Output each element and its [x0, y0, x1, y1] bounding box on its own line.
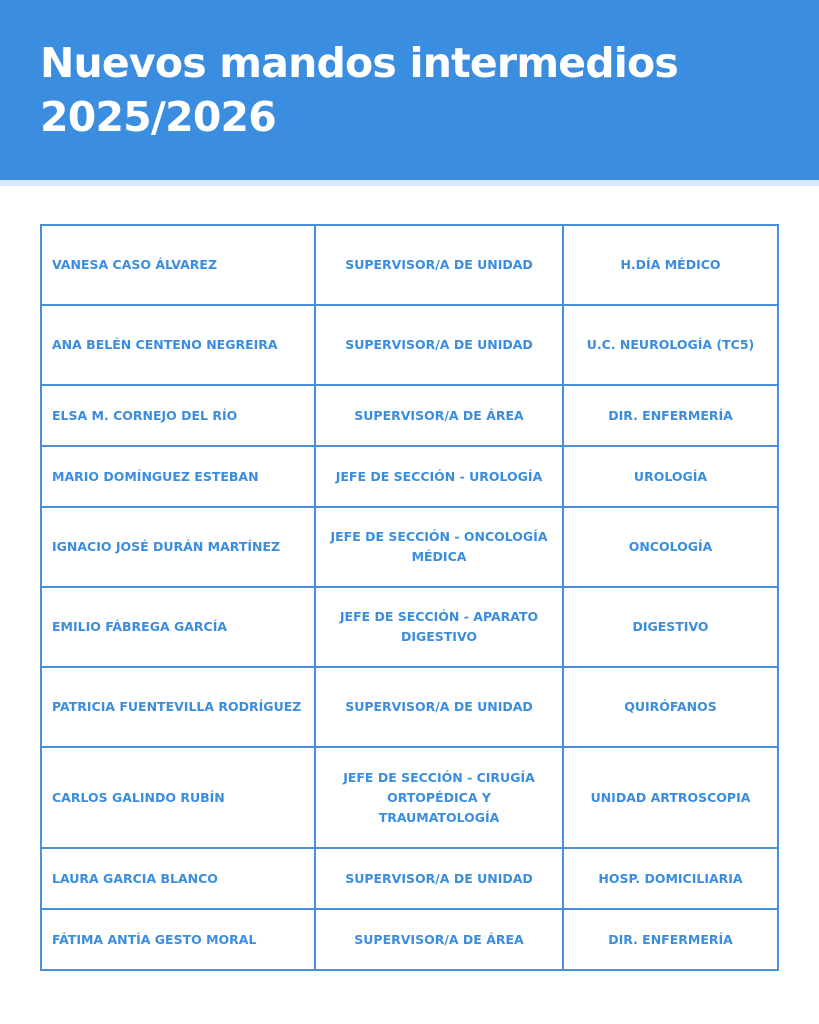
- header-divider: [0, 180, 819, 186]
- role-cell: SUPERVISOR/A DE UNIDAD: [315, 225, 563, 305]
- table-row: [41, 667, 778, 747]
- table-row: [41, 507, 778, 587]
- name-cell: LAURA GARCIA BLANCO: [41, 848, 315, 909]
- table-row: [41, 587, 778, 667]
- table-row: [41, 225, 778, 305]
- unit-cell: HOSP. DOMICILIARIA: [563, 848, 778, 909]
- table-row: [41, 385, 778, 446]
- role-cell: SUPERVISOR/A DE ÁREA: [315, 385, 563, 446]
- title-line-2: 2025/2026: [40, 93, 276, 141]
- name-cell: EMILIO FÁBREGA GARCÍA: [41, 587, 315, 667]
- name-cell: ELSA M. CORNEJO DEL RÍO: [41, 385, 315, 446]
- name-cell: CARLOS GALINDO RUBÍN: [41, 747, 315, 848]
- unit-cell: DIR. ENFERMERÍA: [563, 909, 778, 970]
- unit-cell: ONCOLOGÍA: [563, 507, 778, 587]
- unit-cell: UROLOGÍA: [563, 446, 778, 507]
- role-cell: SUPERVISOR/A DE ÁREA: [315, 909, 563, 970]
- unit-cell: H.DÍA MÉDICO: [563, 225, 778, 305]
- table-row: [41, 747, 778, 848]
- role-cell: SUPERVISOR/A DE UNIDAD: [315, 305, 563, 385]
- name-cell: ANA BELÉN CENTENO NEGREIRA: [41, 305, 315, 385]
- roster-table: [40, 224, 779, 971]
- role-cell: SUPERVISOR/A DE UNIDAD: [315, 667, 563, 747]
- name-cell: FÁTIMA ANTÍA GESTO MORAL: [41, 909, 315, 970]
- role-cell: JEFE DE SECCIÓN - CIRUGÍA ORTOPÉDICA Y TRAUMATOLOGÍA: [315, 747, 563, 848]
- role-cell: JEFE DE SECCIÓN - ONCOLOGÍA MÉDICA: [315, 507, 563, 587]
- role-cell: SUPERVISOR/A DE UNIDAD: [315, 848, 563, 909]
- unit-cell: QUIRÓFANOS: [563, 667, 778, 747]
- name-cell: MARIO DOMÍNGUEZ ESTEBAN: [41, 446, 315, 507]
- table-row: [41, 848, 778, 909]
- table-row: [41, 909, 778, 970]
- name-cell: VANESA CASO ÁLVAREZ: [41, 225, 315, 305]
- table-row: [41, 446, 778, 507]
- role-cell: JEFE DE SECCIÓN - UROLOGÍA: [315, 446, 563, 507]
- page-title: [40, 36, 780, 144]
- table-row: [41, 305, 778, 385]
- unit-cell: DIR. ENFERMERÍA: [563, 385, 778, 446]
- unit-cell: U.C. NEUROLOGÍA (TC5): [563, 305, 778, 385]
- name-cell: PATRICIA FUENTEVILLA RODRÍGUEZ: [41, 667, 315, 747]
- unit-cell: DIGESTIVO: [563, 587, 778, 667]
- unit-cell: UNIDAD ARTROSCOPIA: [563, 747, 778, 848]
- role-cell: JEFE DE SECCIÓN - APARATO DIGESTIVO: [315, 587, 563, 667]
- title-line-1: Nuevos mandos intermedios: [40, 39, 679, 87]
- name-cell: IGNACIO JOSÉ DURÁN MARTÍNEZ: [41, 507, 315, 587]
